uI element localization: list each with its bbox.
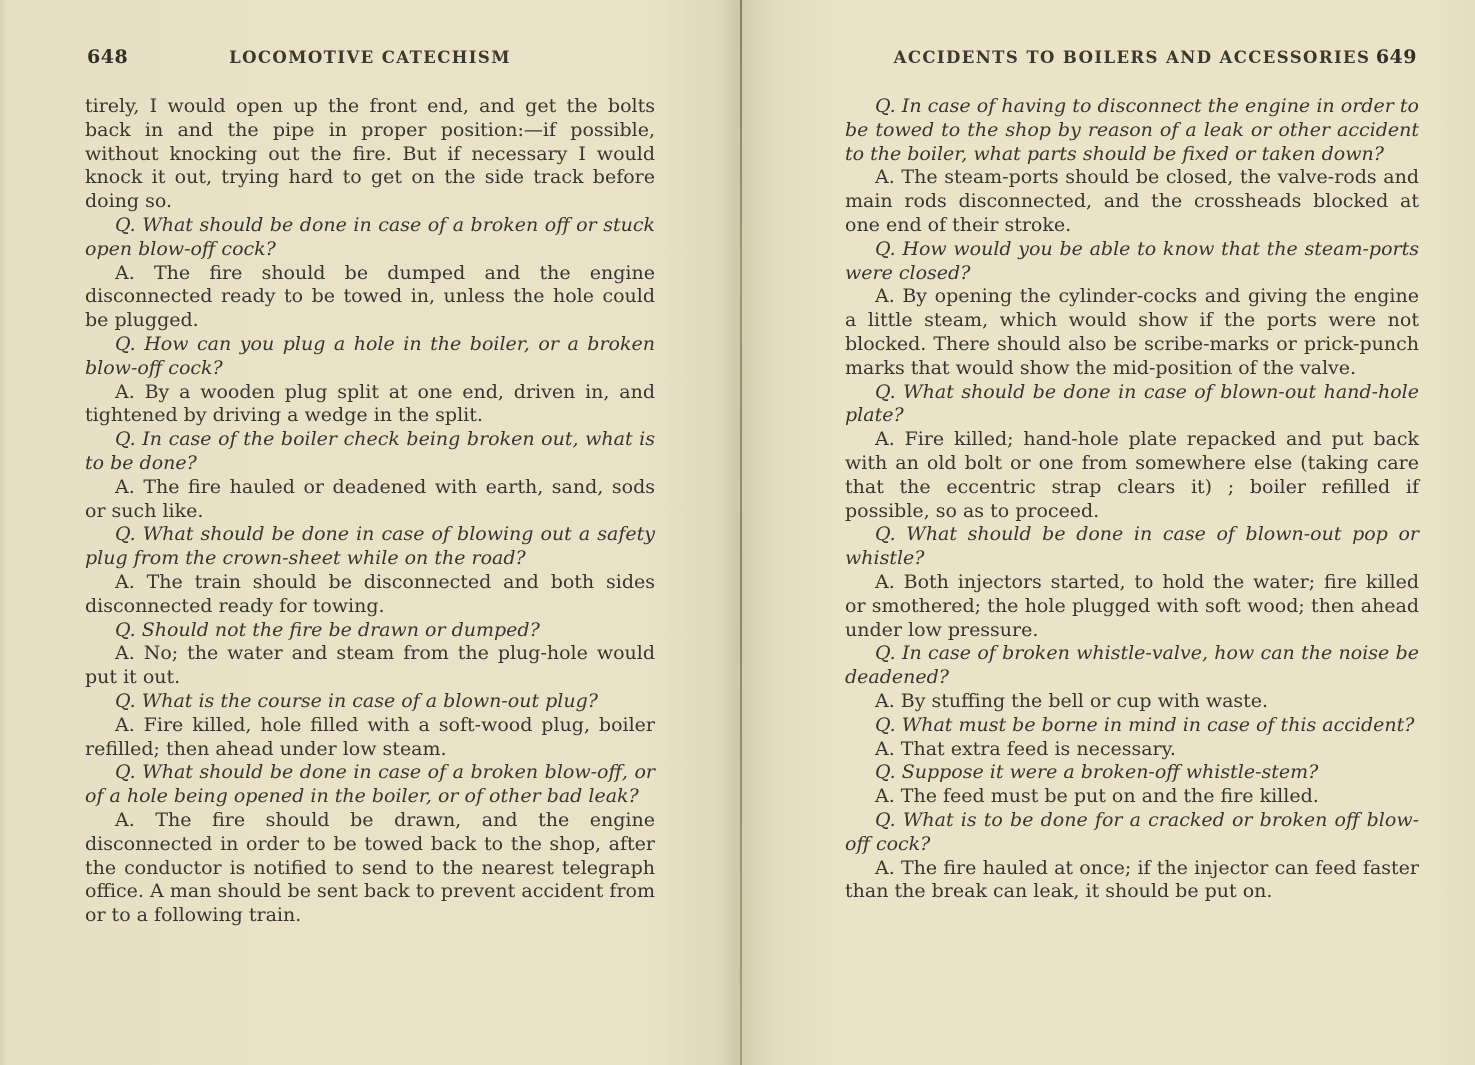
question-paragraph: Q. What should be done in case of blowing out a safety plug from the crown-sheet while on the road? [85,523,655,570]
left-page-header [85,46,655,70]
question-paragraph: Q. What must be borne in mind in case of this accident? [875,713,1415,736]
answer-paragraph: A. The fire should be drawn, and the engine disconnected in order to be towed back to the shop, after the conductor is notified to send to the nearest telegraph office. A man should be sent back to prevent accident from or to a following train. [85,808,655,927]
question-paragraph: Q. What should be done in case of blown-out hand-hole plate? [845,380,1419,427]
question-paragraph: Q. What is the course in case of a blown-out plug? [115,689,598,712]
right-page-text [845,95,1419,904]
right-page-header [845,46,1419,70]
question-paragraph: Q. How would you be able to know that the steam-ports were closed? [845,237,1419,284]
question-paragraph: Q. What should be done in case of a broken off or stuck open blow-off cock? [85,213,655,260]
question-paragraph: Q. Suppose it were a broken-off whistle-stem? [875,761,1319,784]
question-paragraph: Q. In case of having to disconnect the engine in order to be towed to the shop by reason of a leak or other accident to the boiler, what parts should be fixed or taken down? [845,95,1419,165]
question-paragraph: Q. What should be done in case of a broken blow-off, or of a hole being opened in the boiler, or of other bad leak? [85,761,655,808]
question-paragraph: Q. In case of broken whistle-valve, how can the noise be deadened? [845,642,1419,689]
question-paragraph: Q. What should be done in case of blown-out pop or whistle? [845,523,1419,570]
answer-paragraph: A. Both injectors started, to hold the water; fire killed or smothered; the hole plugged with soft wood; then ahead under low pressure. [845,570,1419,641]
left-page [85,46,655,928]
binding-gutter-seam [740,0,742,1065]
question-paragraph: Q. How can you plug a hole in the boiler, or a broken blow-off cock? [85,332,655,379]
left-page-text [85,95,655,928]
answer-paragraph: A. By opening the cylinder-cocks and giving the engine a little steam, which would show if the ports were not blocked. There should also be scribe-marks or prick-punch marks that would show the mid-position of the valve. [845,285,1419,379]
answer-paragraph: A. That extra feed is necessary. [875,737,1176,760]
answer-paragraph: A. Fire killed, hole filled with a soft-wood plug, boiler refilled; then ahead under low steam. [85,713,655,760]
answer-paragraph: A. The fire should be dumped and the engine disconnected ready to be towed in, unless the hole could be plugged. [85,261,655,332]
question-paragraph: Q. What is to be done for a cracked or broken off blow-off cock? [845,808,1419,855]
answer-paragraph: A. By stuffing the bell or cup with waste. [875,689,1269,712]
answer-paragraph: A. The fire hauled at once; if the injector can feed faster than the break can leak, it should be put on. [845,856,1419,903]
continuation-paragraph: tirely, I would open up the front end, and get the bolts back in and the pipe in proper position:—if possible, without knocking out the fire. But if necessary I would knock it out, trying hard to get on the side track before doing so. [85,95,655,213]
answer-paragraph: A. No; the water and steam from the plug-hole would put it out. [85,642,655,689]
left-running-title: LOCOMOTIVE CATECHISM [229,48,511,67]
answer-paragraph: A. By a wooden plug split at one end, driven in, and tightened by driving a wedge in the split. [85,380,655,427]
left-page-number: 648 [87,46,129,68]
answer-paragraph: A. The fire hauled or deadened with earth, sand, sods or such like. [85,475,655,522]
right-page-number: 649 [1375,46,1417,68]
answer-paragraph: A. The train should be disconnected and both sides disconnected ready for towing. [85,570,655,617]
right-running-title: ACCIDENTS TO BOILERS AND ACCESSORIES [893,48,1371,67]
question-paragraph: Q. Should not the fire be drawn or dumped? [115,618,540,641]
question-paragraph: Q. In case of the boiler check being broken out, what is to be done? [85,428,655,474]
answer-paragraph: A. Fire killed; hand-hole plate repacked and put back with an old bolt or one from somewhere else (taking care that the eccentric strap clears it) ; boiler refilled if possible, so as to proceed. [845,428,1419,522]
right-page [845,46,1419,904]
answer-paragraph: A. The feed must be put on and the fire killed. [875,785,1319,808]
answer-paragraph: A. The steam-ports should be closed, the valve-rods and main rods disconnected, and the crossheads blocked at one end of their stroke. [845,166,1419,236]
